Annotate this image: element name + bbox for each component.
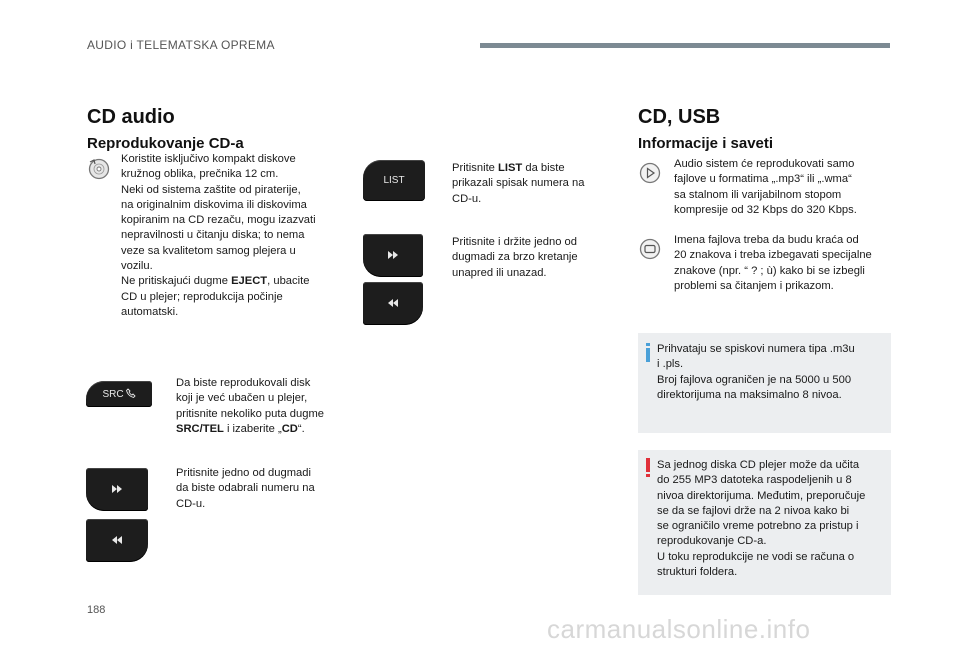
list-button[interactable] xyxy=(363,160,425,201)
warning-text: Sa jednog diska CD plejer može da učita do 255 MP3 datoteka raspodeljenih u 8 nivoa direktorijuma. Međutim, preporučuje se da se fajlovi drže na 2 nivoa kako bi se ograničilo vreme potrebno za pristup i reprodukovanje CD-a. U toku reprodukcije ne vodi se računa o strukturi foldera. xyxy=(657,459,866,579)
src-tel-button[interactable] xyxy=(86,381,152,407)
next-track-button[interactable] xyxy=(86,468,148,511)
rewind-icon xyxy=(110,535,124,547)
cd-usb-title: CD, USB xyxy=(638,106,721,128)
file-name-icon xyxy=(639,238,661,265)
info-tips-subtitle: Informacije i saveti xyxy=(638,135,774,152)
cd-disc-icon xyxy=(88,158,110,185)
rewind-icon xyxy=(386,298,400,310)
info-icon xyxy=(646,343,650,346)
list-button-label: LIST xyxy=(383,175,405,186)
cd-intro-text: Koristite isključivo kompakt diskove kružnog oblika, prečnika 12 cm. Neki od sistema zaštite od piraterije, na originalnim diskovima ili diskovima kopiranim na CD rezaču, mogu izazvati nepravilnosti u čitanju diska; to nema veze sa kvalitetom samog plejera u vozilu. Ne pritiskajući dugme EJECT, ubacite CD u plejer; reprodukcija počinje automatski. xyxy=(121,153,316,318)
hold-instruction-text: Pritisnite i držite jedno od dugmadi za brzo kretanje unapred ili unazad. xyxy=(452,236,578,279)
cd-playback-subtitle: Reprodukovanje CD-a xyxy=(87,135,244,152)
src-button-label: SRC xyxy=(102,388,124,400)
list-instruction-text: Pritisnite LIST da biste prikazali spisak numera na CD-u. xyxy=(452,162,585,205)
src-instruction-text: Da biste reprodukovali disk koji je već ubačen u plejer, pritisnite nekoliko puta dugme SRC/TEL i izaberite „CD“. xyxy=(176,377,325,435)
formats-text: Audio sistem će reprodukovati samo fajlove u formatima „.mp3“ ili „.wma“ sa stalnom ili varijabilnom stopom kompresije od 32 Kbps do 320 Kbps. xyxy=(674,158,857,216)
info-icon-bar xyxy=(646,348,650,362)
track-select-text: Pritisnite jedno od dugmadi da biste odabrali numeru na CD-u. xyxy=(176,467,315,510)
page-number: 188 xyxy=(87,604,106,616)
header-bar xyxy=(480,43,890,48)
cd-audio-title: CD audio xyxy=(87,106,175,128)
previous-track-button[interactable] xyxy=(86,519,148,562)
file-names-text: Imena fajlova treba da budu kraća od 20 znakova i treba izbegavati specijalne znakove (npr. “ ? ; ù) kako bi se izbegli problemi sa čitanjem i prikazom. xyxy=(674,234,872,292)
section-header: AUDIO i TELEMATSKA OPREMA xyxy=(87,38,275,52)
fast-forward-button[interactable] xyxy=(363,234,423,277)
phone-icon xyxy=(126,388,136,401)
forward-icon xyxy=(110,484,124,496)
warning-icon xyxy=(646,458,650,472)
fast-rewind-button[interactable] xyxy=(363,282,423,325)
watermark: carmanualsonline.info xyxy=(547,614,811,644)
info-text: Prihvataju se spiskovi numera tipa .m3u i .pls. Broj fajlova ograničen je na 5000 u 500 direktorijuma na maksimalno 8 nivoa. xyxy=(657,343,855,401)
warning-icon-dot xyxy=(646,474,650,477)
forward-icon xyxy=(386,250,400,262)
play-icon xyxy=(639,162,661,189)
